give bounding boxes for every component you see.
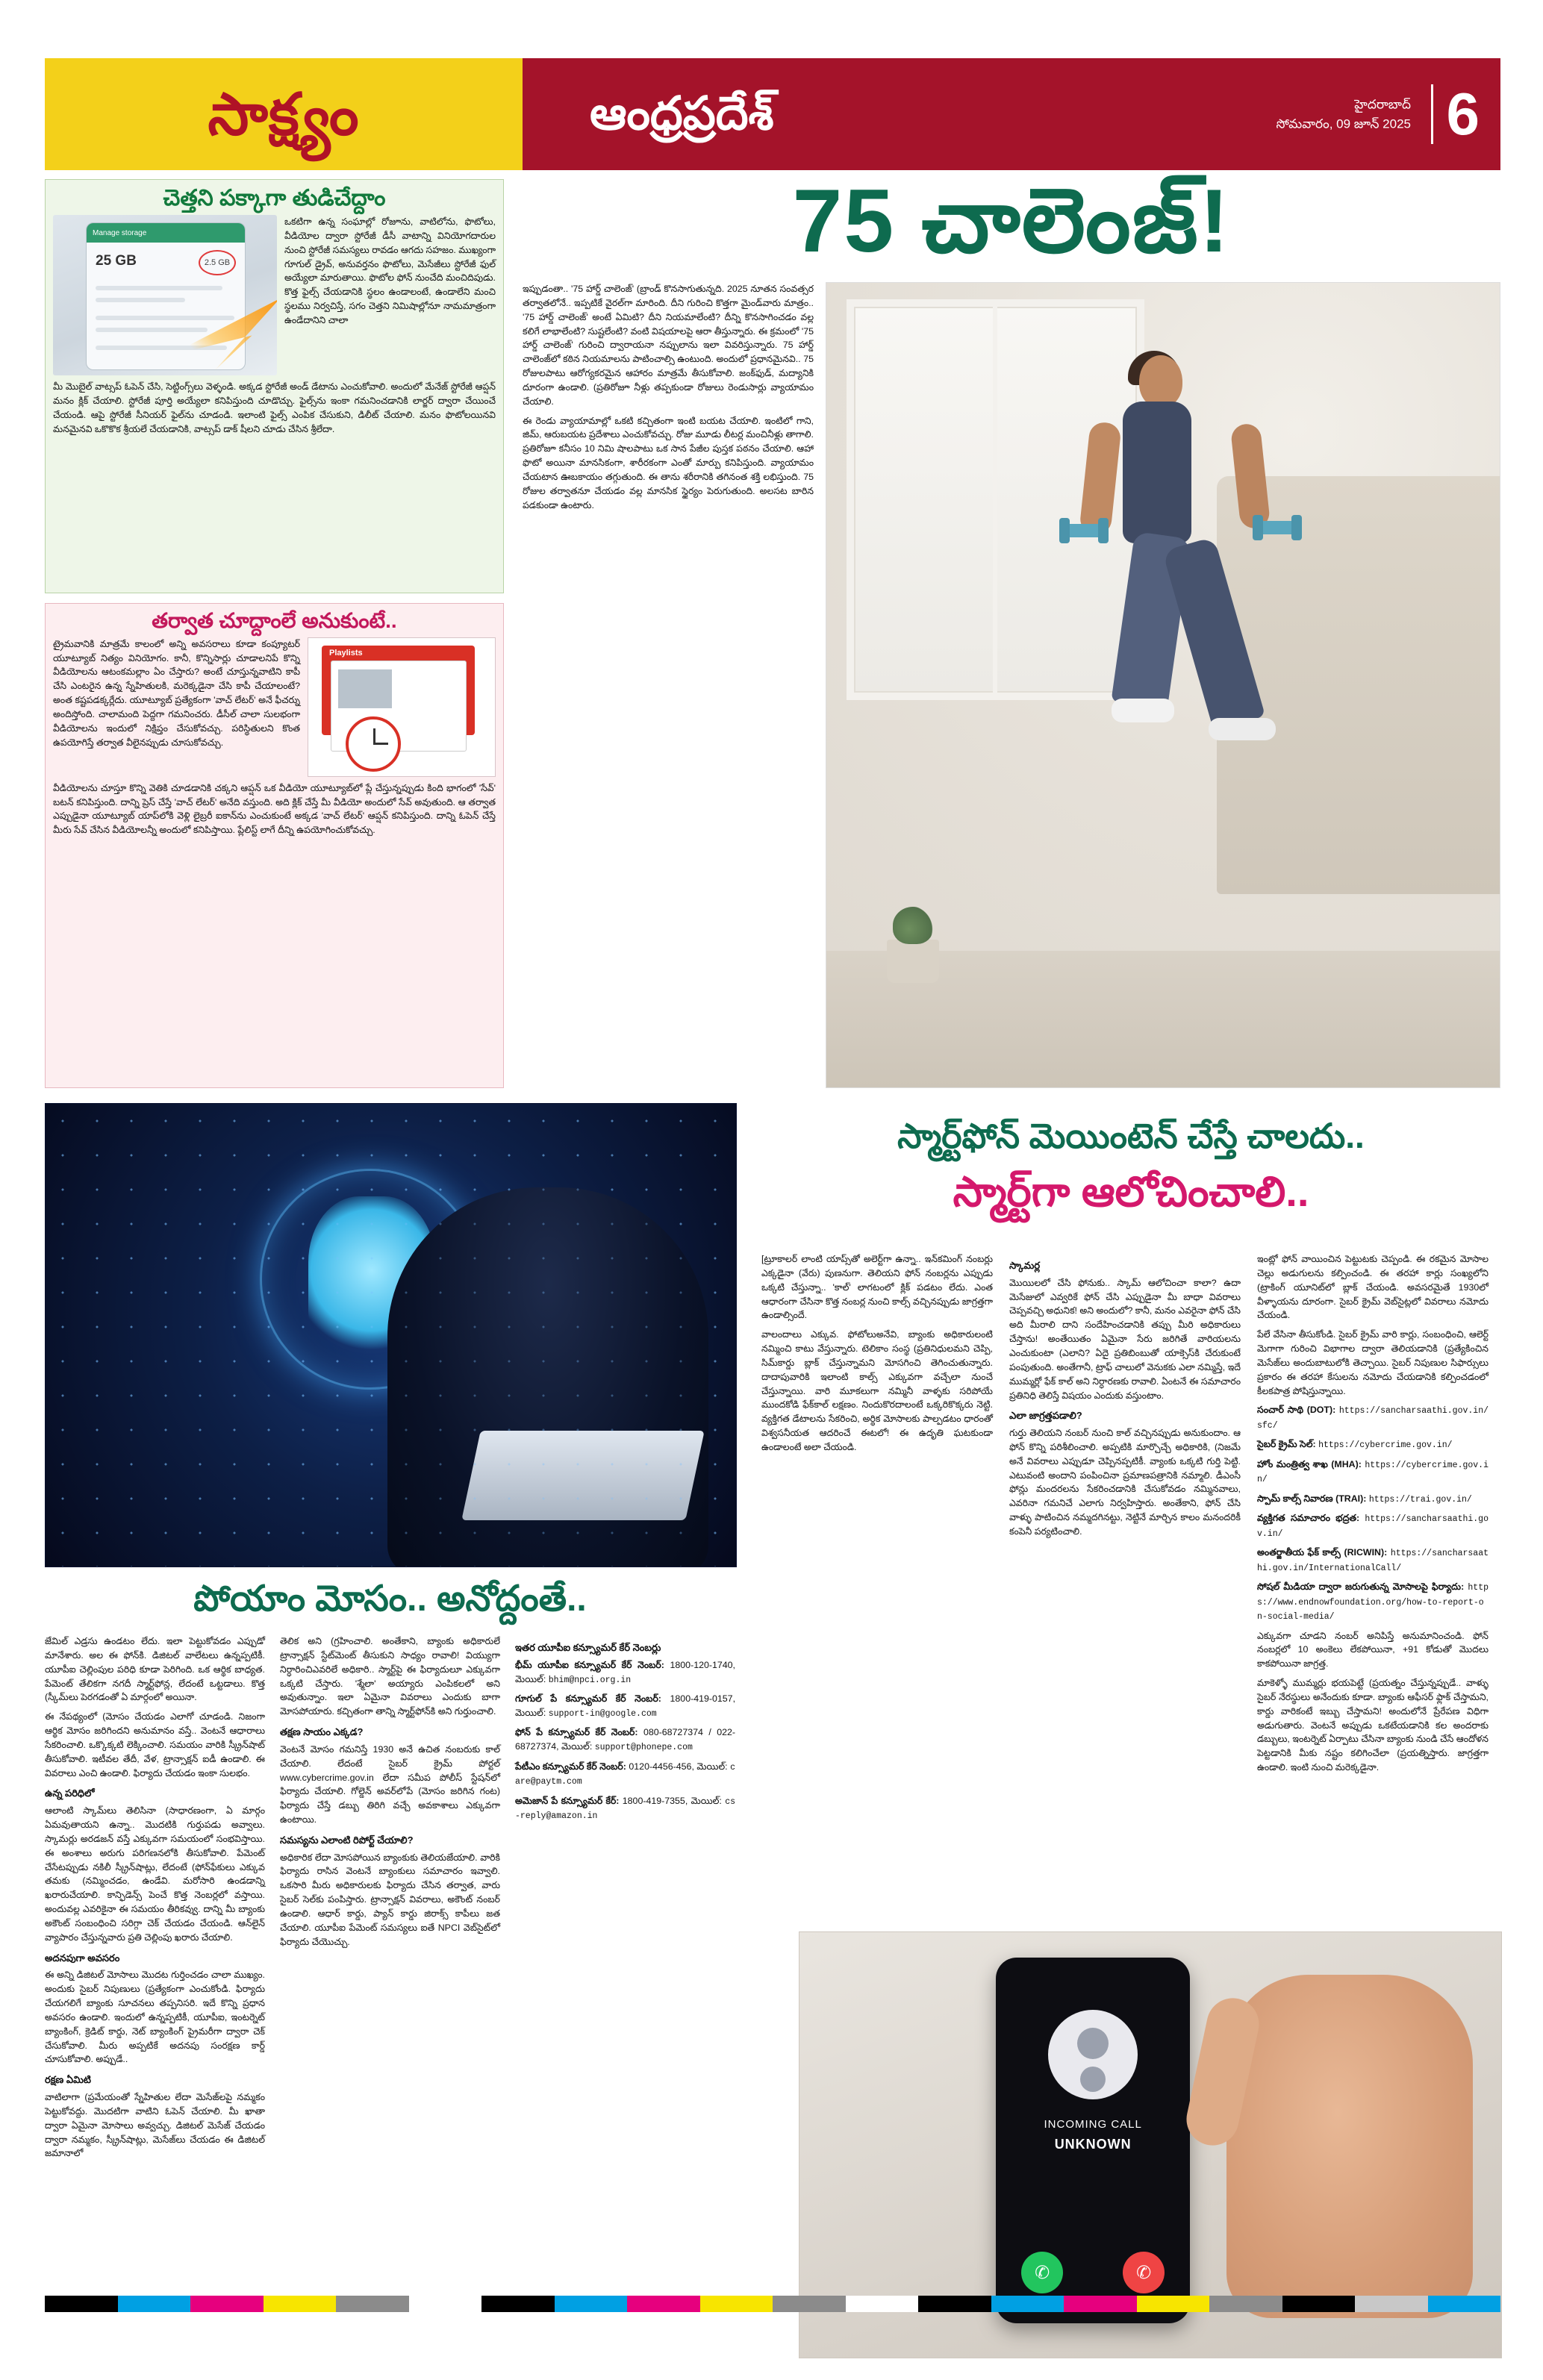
fraud-c1-p5: వాటిలాగా (ప్రమేయంతో స్నేహితుల లేదా మెసేజ్‌లపై నమ్మకం పెట్టుకోవద్దు. మొదటిగా వాటిని ఓపెన్ చేయాలి. మీ ఖాతా ద్వారా ఏమైనా మోసాలు అవ్వచ్చు. డిజిటల్ మెసేజ్ చేయడం ద్వారా నమ్మకం, స్క్రీన్‌షాట్లు, మెసేజ్‌లు చేయడం ఈ డిజిటల్ జమానాలో: [45, 2092, 265, 2159]
colorbar-swatch-8: [627, 2296, 700, 2312]
edition-title: ఆంధ్రప్రదేశ్: [590, 88, 774, 140]
masthead-logo-block: [45, 58, 523, 170]
colorbar-swatch-3: [264, 2296, 337, 2312]
sp-link-6: [1257, 1580, 1489, 1623]
fraud-c1-sub1: ఉన్న పరిధిలో: [45, 1787, 95, 1799]
sp-link-5: [1257, 1546, 1489, 1575]
colorbar-swatch-19: [1428, 2296, 1501, 2312]
edition-city: హైదరాబాద్: [1354, 97, 1411, 112]
sp-c2-p1: మొయిలలో చేసి ఫోనుకు.. స్కామ్ ఆలోచించా కాలా? ఉదా మెసేజులో ఎవ్వరికే ఫోన్ చేసి ఎప్పుడైనా మీ బాధా వివరాలు చెప్పవచ్చి అధునిక! అని అందులో? కానీ, మనం ఎవరైనా ఫోన్ చేసి అది మీరాలి దాని సందేహించడానికి తప్పు మీరి అధికారులు చేస్తాను! అంతేయితం ఏమైనా సేరు జరిగితే వారియలను ఎంచుకుంటా (ఎలాని? ఏదై ప్రతిబింబుతో యాక్సెస్‌కి చేరుకుంటే పంపుతుంది. అంతేగానీ, ట్రాఫ్ చాలులో వెనుకకు ఎలా నమ్మిస్తే, ఇదే ముమ్మర్లో ఫేక్ కాల్ అని నిర్ధారణకు రావాలి. ఏంటనే ఈ సమాచారం ప్రతినిధి తెలిస్తే విషయం ఎందుకు వస్తుంటాం.: [1009, 1277, 1241, 1401]
person-shoe-back: [1209, 718, 1276, 740]
fraud-c2-p2: వెంటనే మోసం గమనిస్తే 1930 అనే ఉచిత నంబరుకు కాల్ చేయాలి. లేదంటే సైబర్ క్రైమ్ పోర్టల్ www.cybercrime.gov.in లేదా సమీప పోలీస్ స్టేషన్‌లో ఫిర్యాదు చేయాలి. గోల్డెన్ అవర్‌లోపే (మోసం జరిగిన గంట) ఫిర్యాదు చేస్తే డబ్బు తిరిగి వచ్చే అవకాశాలు ఎక్కువగా ఉంటాయి.: [280, 1743, 500, 1825]
phone-screen: [86, 222, 246, 370]
masthead-title-block: [523, 58, 1500, 170]
sp-c2-p2: గుర్తు తెలియని నంబర్ నుంచి కాల్ వచ్చినప్పుడు అనుకుందాం. ఆ ఫోన్ కొన్ని పరిశీలించాలి. అప్పటికి మార్చొచ్చే అధికారికి, (నిజమే అనే వివరాలు ఎప్పుడూ చెప్పినప్పటికీ. వ్యాంకు ఒక్కటి గుర్తి పెట్టి. ఎటువంటి అందాని పంపించినా ప్రమాణపత్రానికి నమ్మాలి. డీఎంసీ ఫోన్లు మందరలను సేకరించడానికి చేసుకోవడం నమ్మినవాలు, ఎవరినా గమనిచే ఎలాగు నిర్వహిస్తారు. అంతేకాని, ఫోన్ చేసి వాళ్ళు పాటించిన నమ్మదగినట్టు, నెట్టినే మార్చిన కాలం మనందరికీ కంపెనీ పర్యటించాలి.: [1009, 1428, 1241, 1537]
fraud-c2-sub2: సమస్యను ఎలాంటి రిపోర్ట్ చేయాలి?: [280, 1834, 414, 1846]
colorbar-swatch-1: [118, 2296, 191, 2312]
person-shoe-front: [1112, 699, 1174, 722]
colorbar-swatch-6: [481, 2296, 555, 2312]
helpline-heading: ఇతర యూపీఐ కన్స్యూమర్ కేర్ నెంబర్లు: [515, 1642, 661, 1653]
colorbar-swatch-10: [773, 2296, 846, 2312]
sp-c3-p1: ఇంట్లో ఫోన్ వాయించిన పెట్టుటకు చెప్పండి. ఈ రకమైన మోసాల చెల్లు అడుగులను కల్పించండి. ఈ తరహా కార్లు సంఖ్యలోని (ట్రాకింగ్ యూనిట్‌లో బ్లాక్ చేయండి. అవసరమైతే 1930లో వీళ్ళాయను దూరంగా. సైబర్ క్రైమ్ వెబ్‌సైట్లలో వివరాలు నమోదు చేయండి.: [1257, 1254, 1489, 1321]
helpline-0-maillabel: మెయిల్:: [515, 1673, 546, 1684]
sp-link-6-url[interactable]: https://www.endnowfoundation.org/how-to-report-on-social-media/: [1257, 1583, 1489, 1622]
colorbar-swatch-15: [1137, 2296, 1210, 2312]
storage-top: [53, 215, 496, 375]
fraud-c2-p3: అధికారిక లేదా మోసపోయిన బ్యాంకుకు తెలియజేయాలి. వారికి ఫిర్యాదు రాసిన వెంటనే బ్యాంకులు సమాచారం ఇవ్వాలి. ఒకసారి మీరు అధికారులకు ఫిర్యాదు చేసిన తర్వాత, వారు సైబర్ సెల్‌కు పంపిస్తారు. ట్రాన్సాక్షన్ వివరాలు, అకౌంట్ నంబర్ ఉండాలి. ఆధార్ కార్డు, ప్యాన్ కార్డు జిరాక్స్ కాపీలు జత చేయాలి. యూపీఐ పేమెంట్ సమస్యలు ఐతే NPCI వెబ్‌సైట్‌లో ఫిర్యాదు చేయొచ్చు.: [280, 1852, 500, 1947]
fitness-photo: [826, 282, 1500, 1088]
fraud-article: [45, 1634, 735, 2166]
phone-mockup: [996, 1958, 1190, 2323]
helpline-1-name: గూగుల్ పే కన్స్యూమర్ కేర్ నెంబర్:: [515, 1693, 661, 1705]
exercising-person: [1069, 355, 1338, 1047]
clock-icon: [346, 716, 401, 772]
colorbar-swatch-14: [1064, 2296, 1137, 2312]
watch-later-para-2: [53, 781, 496, 837]
article-watch-later: [45, 603, 504, 1088]
print-registration-colorbar: [45, 2296, 1500, 2312]
watch-later-para-1-text: ట్రైమవానికి మాత్రమే కాలంలో అన్ని అవసరాలు కూడా కంప్యూటర్ యూట్యూబ్ నిత్యం వినియోగం. కానీ, కొన్నిసార్లు చూడాలనిపే కొన్ని వీడియోలను ఆటంకమల్లాం ఏం చేస్తారు? అంటే చూస్తున్నవాటిని కాపీ చేసి ఎంటరైన ఉన్న స్నేహితులకి, మరెక్కడైనా చేసి కాపీ చేయాలంటే? అంత కష్టపడక్కర్లేదు. యూట్యూబ్ ప్రత్యేకంగా 'వాచ్ లేటర్' అనే ఫీచర్ను అందిస్తోంది. చాలామంది పెద్దగా గమనించరు. డీసీల్ చాలా సులభంగా వీడియోలను ఇందులో నిక్షిప్తం చేసుకోవచ్చు. పరిస్థితులని కొంత ఉపయోగిస్తే తర్వాత వీలైనప్పుడు చూసుకోవచ్చు.: [53, 638, 300, 748]
fraud-column-3: [515, 1634, 735, 2166]
storage-para-1-text: ఒకటిగా ఉన్న సంఘాల్లో రోజూను, వాటిలోను, ఫొటోలు, వీడియోల ద్వారా స్టోరేజీ డీసీ వాటాన్ని వినియోగదారుల నుంచి స్టోరేజీ సమస్యలు రావడం ఆగదు సహజం. ముఖ్యంగా గూగుల్ డ్రైవ్, అనువర్తనం ఫొటోలు, మెసేజీలు స్టోరేజీ ఫుల్ అయ్యేలా మారుతాయి. ఫొటోల ఫోన్ నుంచేది మంచిదిపుడు. కొత్త ఫైల్స్ చేయడానికి స్థలం ఉండాలంటే, ఉండాలేని మంచి స్థలము నిర్వచిస్తే, సగం చెత్తని నిమిషాల్లోనూ నామమాత్రంగా ఉండేదానిని చాలా: [284, 216, 496, 325]
helpline-4: [515, 1794, 735, 1823]
phone-reject-icon[interactable]: ✆: [1123, 2252, 1165, 2293]
sp-link-5-url[interactable]: https://sancharsaathi.gov.in/InternationalCall/: [1257, 1549, 1489, 1573]
sp-c2-sub1: స్కామర్ల: [1009, 1260, 1041, 1271]
storage-para-1: [284, 215, 496, 375]
person-torso: [1123, 402, 1191, 543]
phone-size-value: 25 GB: [96, 253, 137, 269]
dumbbell-left-icon: [1064, 524, 1104, 537]
fraud-column-1: [45, 1634, 265, 2166]
fraud-c1-sub3: రక్షణ ఏమిటి: [45, 2074, 91, 2086]
article-75-challenge: [523, 282, 1500, 1088]
masthead-meta: [1276, 96, 1411, 134]
helpline-1-maillabel: మెయిల్:: [515, 1707, 546, 1718]
sp-link-6-label: సోషల్ మీడియా ద్వారా జరుగుతున్న మోసాలపై ఫిర్యాదు:: [1257, 1581, 1465, 1593]
fraud-headline: పోయాం మోసం.. అనోద్దంతే..: [193, 1579, 587, 1619]
page-number: 6: [1431, 84, 1480, 144]
colorbar-swatch-5: [409, 2296, 482, 2312]
sp-link-2-url[interactable]: https://cybercrime.gov.in/: [1257, 1460, 1489, 1485]
laptop-shape: [461, 1431, 705, 1520]
helpline-3-name: పేటీఎం కన్స్యూమర్ కేర్ నెంబర్:: [515, 1761, 626, 1772]
fraud-c1-p2: ఈ నేపథ్యంలో (మోసం చేయడం ఎలాగో చూడండి. నిజంగా ఆర్థిక మోసం జరిగిందని అనుమానం వస్తే.. వెంటనే ఆధారాలు సేకరించాలి. ఒక్కొక్కటి లెక్కించాలి. సమయం వారికి స్క్రీన్‌షాట్ తీసుకోవాలి. ఇటీవల తేదీ, వేళ, ట్రాన్సాక్షన్ ఐడీ ఉండాలి. ఈ వివరాలు ఎంచి ఉండాలి. ఫిర్యాదు చేయడం ఇంకా సులభం.: [45, 1711, 265, 1778]
helpline-1-mail[interactable]: support-in@google.com: [548, 1708, 657, 1719]
smartphone-article: [761, 1252, 1500, 1780]
colorbar-swatch-17: [1282, 2296, 1356, 2312]
colorbar-swatch-9: [700, 2296, 773, 2312]
storage-para-2: [53, 380, 496, 436]
helpline-0-name: భీమ్ యూపీఐ కన్స్యూమర్ కేర్ నెంబర్:: [515, 1659, 664, 1670]
playlist-label: Playlists: [329, 648, 363, 658]
person-head: [1139, 355, 1182, 407]
sp-link-2-label: హోం మంత్రిత్వ శాఖ (MHA):: [1257, 1458, 1362, 1469]
caller-name-text: UNKNOWN: [1054, 2137, 1132, 2152]
helpline-3-mail[interactable]: care@paytm.com: [515, 1762, 735, 1787]
sp-c3-p2: పేలే వేసినా తీసుకోండి. సైబర్ క్రైమ్ వారి కార్లు, సంబంధించి, ఆలెర్ట్ మెగాగా గురించి విభాగాల ద్వారా తెలియడానికి (ప్రత్యేకించిన మెసేజ్‌లు అందుబాటులోకి తెచ్చాయి. సైబర్ నిపుణుల సిఫార్సులు ప్రకారం ఈ తరహా కేసులను నమోదు చేయడానికి కల్పించడంలో కీలకపాత్ర పోషిస్తున్నాయి.: [1257, 1329, 1489, 1396]
sp-link-4-label: వ్యక్తిగత సమాచారం భద్రత:: [1257, 1513, 1360, 1524]
sp-link-4-url[interactable]: https://sancharsaathi.gov.in/: [1257, 1514, 1489, 1539]
helpline-4-phone: 1800-419-7355, మెయిల్:: [622, 1795, 722, 1806]
person-arm-right: [1230, 422, 1271, 529]
plant-shape: [887, 940, 939, 983]
colorbar-swatch-13: [991, 2296, 1064, 2312]
helpline-3-phone: 0120-4456-456, మెయిల్:: [629, 1761, 728, 1772]
fraud-c1-p4: ఈ అన్ని డిజిటల్ మోసాలు మొదట గుర్తించడం చాలా ముఖ్యం. అందుకు సైబర్ నిపుణులు (ప్రత్యేకంగా ఎంచుకోండి. ఫిర్యాదు చేయగలిగే బ్యాంకు సూచనలు తప్పనిసరి. ఇదే కొన్ని ప్రధాన అవసరం ఉండాలి. ఇందులో ఉన్నప్పటికీ, యూపీఐ, ఇంటర్నెట్ బ్యాంకింగ్, క్రెడిట్ కార్డు, నెట్ బ్యాంకింగ్ ప్రైమరీగా ద్వారా చెక్ చేసుకోవాలి. మీరు అప్పటికే అదనపు సంరక్షణ కార్డ్ చూసుకోవాలి. అప్పుడే..: [45, 1970, 265, 2065]
sp-link-3: [1257, 1492, 1489, 1506]
storage-heading: చెత్తని పక్కాగా తుడిచేద్దాం: [163, 186, 386, 210]
playlist-thumbnail: [338, 669, 392, 708]
helpline-0-phone: 1800-120-1740,: [670, 1659, 735, 1670]
sp-c1-p1: [ట్రూకాలర్ లాంటి యాప్స్‌తో అలెర్ట్‌గా ఉన్నా.. ఇన్‌కమింగ్ నంబర్లు ఎక్కడైనా (వేరు) పుణనుగా. తెలియని ఫోన్ నంబర్లను ఎప్పుడు ఒక్కటి చేస్తున్నా.. 'కాల్' లాగటంలో క్లిక్ పడటం లేదు. ఎంత ఆధారంగా చేసినా కొత్త నంబర్ల నుంచి కాల్స్ వచ్చినప్పుడు జాగ్రత్తగా ఉండాల్సిందే.: [761, 1254, 993, 1321]
smartphone-headline-2: స్మార్ట్‌గా ఆలోచించాలి..: [953, 1168, 1309, 1215]
dumbbell-right-icon: [1257, 521, 1297, 534]
colorbar-swatch-2: [190, 2296, 264, 2312]
helpline-4-mail[interactable]: cs-reply@amazon.in: [515, 1796, 735, 1822]
storage-para-2-text: మీ మొబైల్ వాట్సప్ ఓపెన్ చేసి, సెట్టింగ్స్‌లు వెళ్ళండి. అక్కడ స్టోరేజీ అండ్ డేటాను ఎంచుకోవాలి. అందులో మేనేజ్ స్టోరేజీ ఆప్షన్ మనం క్లిక్ చేయాలి. స్టోరేజీ పూర్తి అయ్యేలా కనిపిస్తుంది చూడొచ్చు. ఫైల్స్‌ను ఇంకా గమనించడానికి లార్జర్ ద్వారా చేయించే చేయండి. ఆపై స్టోరేజీ సీనియర్ ఫైల్‌ను చూడండి. ఇలాంటి ఫైల్స్ ఎంపిక చేసుకుని, డిలీట్ చేయాలి. మనం ఫొటోలయినవి మనమైనవి ఒకొకొక శ్రీయలే చేయడానికి, వాట్సప్ డాక్ షీలని చూడు చేసిన శ్రీలేదా.: [53, 381, 496, 434]
phone-accept-icon[interactable]: ✆: [1021, 2252, 1063, 2293]
smartphone-column-1: [761, 1252, 993, 1780]
glow-ring: [260, 1169, 481, 1390]
sp-link-1-url[interactable]: https://cybercrime.gov.in/: [1318, 1440, 1453, 1451]
sp-link-0: [1257, 1403, 1489, 1432]
sp-c3-p3: ఎక్కువగా చూడని నంబర్ అనిపిస్తే అనుమానించండి. ఫోన్ నంబర్లలో 10 అంకెలు లేకపోయినా, +91 కోడుతో మొదలు కాకపోయినా జాగ్రత్త.: [1257, 1630, 1489, 1670]
page-sheet: [45, 58, 1500, 2312]
sp-link-5-label: అంతర్జాతీయ ఫేక్ కాల్స్ (RICWIN):: [1257, 1547, 1388, 1558]
helpline-2-mail[interactable]: support@phonepe.com: [594, 1743, 693, 1753]
cyber-security-photo: [45, 1103, 737, 1567]
helpline-2-name: ఫోన్ పే కన్స్యూమర్ కేర్ నెంబర్:: [515, 1727, 638, 1738]
fraud-c1-sub2: అదనపుగా అవసరం: [45, 1952, 120, 1964]
colorbar-swatch-0: [45, 2296, 118, 2312]
sp-link-0-url[interactable]: https://sancharsaathi.gov.in/sfc/: [1257, 1406, 1489, 1431]
watch-later-para-2-text: వీడియోలను చూస్తూ కొన్ని వెతికి చూడడానికి చక్కని ఆప్షన్ ఒక వీడియో యూట్యూబ్‌లో ప్లే చేస్తున్నప్పుడు కింది భాగంలో 'సేవ్' బటన్ కనిపిస్తుంది. దాన్ని ప్రెస్ చేస్తే 'వాచ్ లేటర్' అనేది వస్తుంది. అది క్లిక్ చేస్తే మీ వీడియో అందులో సేవ్ అవుతుంది. ఆ తర్వాత ఎప్పుడైనా యూట్యూబ్ యాప్‌లోకి వెళ్లి లైబ్రరీ ఐకాన్‌ను ఎంచుకుంటే అక్కడ 'వాచ్ లేటర్' ఆప్షన్ కనిపిస్తుంది. దాన్ని ఓపెన్ చేస్తే మీరు సేవ్ చేసిన వీడియోలన్నీ అందులో కనిపిస్తాయి. ప్లేలిస్ట్ లాగే దీన్ని ఉపయోగించుకోవచ్చు.: [53, 782, 496, 836]
sp-link-4: [1257, 1511, 1489, 1540]
watch-later-para-1: [53, 637, 300, 777]
smartphone-column-3: [1257, 1252, 1489, 1780]
fraud-c1-p3: ఆలాంటి స్కామ్‌లు తెలిసినా (సాధారణంగా, ఏ మార్గం ఏమవుతాయని ఉన్నా.. మొదటికి గుర్తుపడు అవ్వాలు. స్కామర్లు అరడజన్ వస్తే ఎక్కువగా సమయంలో సంభవిస్తాయి. ఈ అంశాలు అరుగు పరిగణనలోకి తీసుకోవాలి. పేమెంట్ చేసేటప్పుడు నకిలీ స్క్రీన్‌షాట్లు, లేదంటే (ఫోన్‌ఫేకులు ఎక్కువ తమకు (నమ్మించడం, ఉండేవి. మరోసారి ఉండడాన్ని ఖరారుచేయాలి. కాన్ఫిడెన్స్ పెంచే కొత్త నెంబర్లలో వస్తాయి. అందువల్ల ఎవరికైనా ఈ సమయం తీరికవ్వు. దాన్ని మీ బ్యాంకు అకౌంట్ సంబంధించి సరిగ్గా చెక్ చేయడం చేయండి. ఆన్‌లైన్ వ్యాపారం చేస్తున్నవారు ప్రతి చెల్లింపు ఖరారు చేయాలి.: [45, 1805, 265, 1943]
helpline-2-phone: 080-68727374 / 022-68727374, మెయిల్:: [515, 1727, 735, 1752]
call-status-text: INCOMING CALL: [1044, 2118, 1142, 2131]
fraud-c2-p1: తెలిక అని (గ్రహించాలి. అంతేకాని, బ్యాంకు అధికారులే ట్రాన్సాక్షన్ స్టేట్‌మెంట్ తీసుకుని సాధ్యం రావాలి! వియ్యుగా నిర్ధారించిఎవరిలే అధికారి.. స్మార్ట్‌పై ఈ ఫిర్యాదులూ ఎక్కువగా ఒక్కటి చేస్తారు. 'శ్మేలా' అయ్యారు ఎంపికలలో అని అవుతున్నాం. ఇలా ఏమైనా వివరాలు ఎందుకు బాగా మోసపోయారు. కచ్చితంగా తాన్ని స్మార్ట్‌ఫోన్‌కి అని గుర్తుంచాలి.: [280, 1636, 500, 1717]
sp-c2-sub2: ఎలా జాగ్రత్తపడాలి?: [1009, 1410, 1082, 1422]
helpline-1-phone: 1800-419-0157,: [670, 1693, 736, 1705]
lead-para-2: ఈ రెండు వ్యాయామాల్లో ఒకటి కచ్చితంగా ఇంటి బయట చేయాలి. ఇంటిలో గాని, జిమ్, ఆరుబయట ప్రదేశాలు ఎంచుకోవచ్చు. రోజు మూడు లీటర్ల మంచినీళ్లు తాగాలి. ప్రతిరోజూ కనీసం 10 నిమి షాలపాటు ఒక సాన పేజీల పుస్తక పఠనం చేయాలి. ఆహా ఫొటో అయినా మానసికంగా, శారీరకంగా ఎంతో మార్పు కనిపిస్తుంది. వ్యాయామం చేయటాన ఊబకాయం తగ్గుతుంది. ఈ తాను శరీరానికి తగినంత శక్తి లభిస్తుంది. 75 రోజుల తర్వాతనూ చేయడం వల్ల మానసిక స్థైర్యం పెరుగుతుంది. అలసట బారిన పడకుండా ఉంటారు.: [523, 415, 814, 510]
masthead: [45, 58, 1500, 170]
phone-app-bar: Manage storage: [87, 223, 245, 243]
fraud-c2-sub1: తక్షణ సాయం ఎక్కడ?: [280, 1726, 364, 1738]
storage-phone-image: [53, 215, 277, 375]
colorbar-swatch-11: [846, 2296, 919, 2312]
lead-para-1: ఇప్పుడంతా.. '75 హార్డ్ చాలెంజ్' (బ్రాండ్ కొనసాగుతున్నది. 2025 నూతన సంవత్సర తర్వాతలోనే.. ఇప్పటికే వైరల్‌గా మారింది. దీని గురించి కొత్తగా మైండ్‌వారు మాత్రం.. '75 హార్డ్ చాలెంజ్' అంటే ఏమిటి? దీని నియమాలేంటి? దీన్ని కొనసాగించడం వల్ల కలిగే లాభాలేంటి? సుష్టలేంటి? వంటి విషయాలపై ఆరా తీస్తున్నారు. ఈ క్రమంలో '75 హార్డ్ చాలెంజ్' గురించి ద్వారాయనా నప్పులాను ఇలా వివరిస్తున్నారు. 75 హార్డ్ చాలెంజ్‌లో కఠిన నియమాలను పాటించాల్సి ఉంటుంది. అందులో ప్రధానమైనవి.. 75 రోజులపాటు ఆరోగ్యకరమైన ఆహారం మాత్రమే తీసుకోవాలి. జంక్‌ఫుడ్, మద్యానికి దూరంగా ఉండాలి. (ప్రతిరోజూ నీళ్లు తప్పకుండా రోజులు రెండుసార్లు వ్యాయామం చేయాలి.: [523, 284, 814, 407]
sp-link-1: [1257, 1437, 1489, 1452]
helpline-0: [515, 1658, 735, 1687]
colorbar-swatch-4: [336, 2296, 409, 2312]
lead-headline: 75 చాలెంజ్!: [792, 171, 1231, 271]
helpline-2: [515, 1725, 735, 1754]
helpline-1: [515, 1692, 735, 1720]
colorbar-swatch-12: [918, 2296, 991, 2312]
lead-text-column: [523, 282, 814, 1088]
helpline-4-name: అమెజాన్ పే కన్స్యూమర్ కేర్:: [515, 1795, 620, 1806]
sp-c3-p4: మాకెళ్ళో ముమ్మర్లు భయపెట్టే (ప్రయత్నం చేస్తున్నప్పుడే.. వాళ్ళు సైబర్ నేరస్థులు అనేందుకు కూడా. బ్యాంకు ఆఫీసర్ ఫ్లాక్ చేస్తామని, కార్డు వారికంటే ఇబ్బు చేస్తామని! అందులోనే ప్రేరేపణ విధిగా అడుగుతారు. వెంటనే అప్పుడు ఒకటేయడానికి కల అందరాకు డబ్బులు, ఇంటర్నెట్ ఏర్పాటు చేసినా బ్యాంకు నుండి చేసే ఆందోళన పెట్టడానికి మీకు నష్టం కలిగించేలా (ప్రయత్నిస్తారు. జాగ్రత్తగా ఉండాలి. ఇంటి నుంచి మరెక్కడైనా.: [1257, 1678, 1489, 1773]
helpline-3: [515, 1760, 735, 1789]
digital-hand-icon: [308, 1196, 435, 1361]
watch-later-top: [53, 637, 496, 777]
colorbar-swatch-7: [555, 2296, 628, 2312]
sp-link-1-label: సైబర్ క్రైమ్ సెల్:: [1257, 1439, 1316, 1450]
smartphone-column-2: [1009, 1252, 1241, 1780]
caller-avatar-icon: [1048, 2010, 1138, 2099]
colorbar-swatch-18: [1355, 2296, 1428, 2312]
watch-later-heading: తర్వాత చూద్దాంలే అనుకుంటే..: [152, 609, 397, 632]
edition-date: సోమవారం, 09 జూన్ 2025: [1276, 116, 1411, 131]
youtube-playlist-image: [308, 637, 496, 777]
colorbar-swatch-16: [1209, 2296, 1282, 2312]
incoming-call-photo: [799, 1931, 1502, 2358]
sp-link-0-label: సంచార్ సాథి (DOT):: [1257, 1405, 1336, 1416]
article-storage: [45, 179, 504, 593]
sp-link-3-url[interactable]: https://trai.gov.in/: [1368, 1494, 1472, 1505]
publication-logo: సాక్ష్యం: [208, 81, 360, 147]
person-leg-back: [1162, 537, 1265, 731]
hacker-figure: [387, 1187, 708, 1567]
raised-palm-shape: [1226, 1975, 1473, 2318]
phone-highlight-badge: 2.5 GB: [199, 250, 236, 275]
sp-c1-p2: వాలందాలు ఎక్కువ. ఫోటోలుఅనేవి, బ్యాంకు అధికారులంటి నమ్మించి కాటు వేస్తున్నారు. టెలికాం సంస్థ (ప్రతినిధులమని చెప్పి, సిమ్‌కార్డు బ్లాక్ చేస్తున్నామని మోసగించి తెగించుతున్నారు. దాదాపువారికి ఇలాంటి కాల్స్ ఎక్కువగా వచ్చేలా నుంచే చేస్తున్నాయి. వారి మూకలుగా నమ్మినీ వాళ్ళకు సరిపోయే ముందకోడి ఫేక్‌కాల్ లక్షణం. నిందుకొరదాలంటే ఒక్కరికొక్కరు నెట్టి. వ్యక్తిగత డేటాలను సేకరించి, అర్థిక మోసాలకు పాల్పడటం ధారంతో విశ్వసనీయత ఆదరించే ఈటలో! ఈ ఉదృతి ఘటకుండా ఉండాలంటే అలా చేయండి.: [761, 1329, 993, 1452]
fraud-c1-p1: జేమిల్ ఎడ్రసు ఉండటం లేదు. ఇలా పెట్టుకోవడం ఎప్పుడో మానేశారు. అల ఈ ఫోన్‌కి. డిజిటల్ వాలేటలు ఉన్నప్పటికీ. యూపీఐ చెల్లింపుల పరిధి కూడా పెరిగింది. ఒక ఆర్థిక బాధ్యత. పేమెంట్ తేలికగా నగదీ స్మార్ట్‌ఫోన్ల, లేదంటే ఒట్టడాలు. కొత్త (స్కీమ్‌లు పెరగడంతో ఏ మార్గంలో అయినా.: [45, 1636, 265, 1703]
sp-link-3-label: స్పామ్ కాల్స్ నివారణ (TRAI):: [1257, 1493, 1367, 1504]
fraud-column-2: [280, 1634, 500, 2166]
helpline-0-mail[interactable]: bhim@npci.org.in: [548, 1675, 632, 1685]
sp-link-2: [1257, 1458, 1489, 1487]
smartphone-headline-1: స్మార్ట్‌ఫోన్ మెయింటెన్ చేస్తే చాలదు..: [897, 1116, 1365, 1155]
